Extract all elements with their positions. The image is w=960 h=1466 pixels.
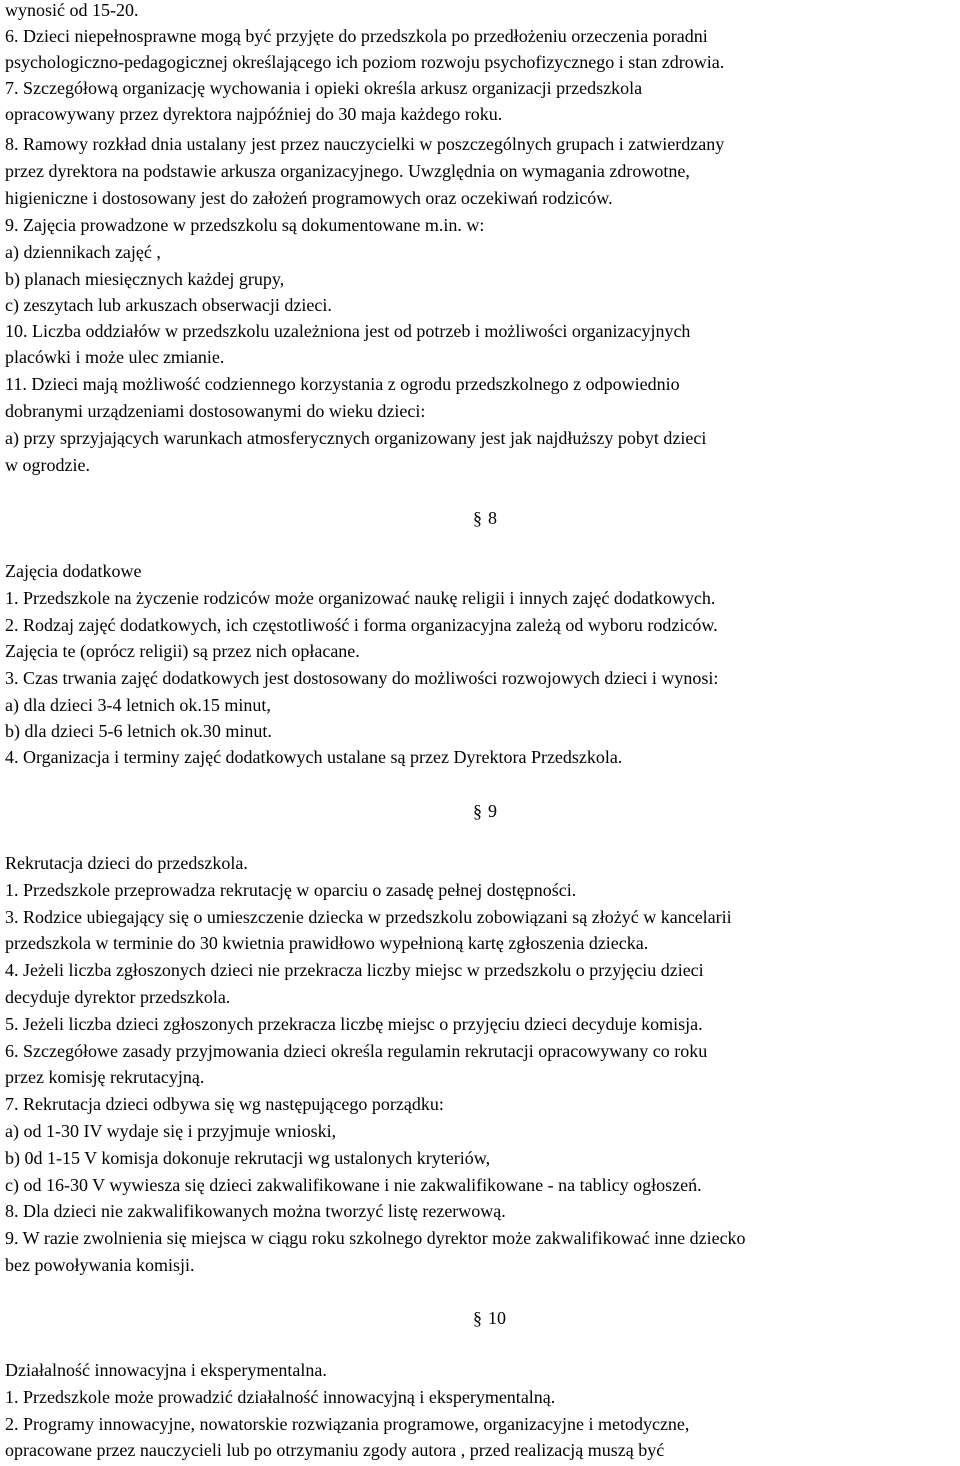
- text-line: Zajęcia te (oprócz religii) są przez nich opłacane.: [5, 641, 360, 661]
- text-line: b) planach miesięcznych każdej grupy,: [5, 269, 285, 289]
- text-line: 7. Szczegółową organizację wychowania i opieki określa arkusz organizacji przedszkola: [5, 78, 643, 98]
- text-line: przez dyrektora na podstawie arkusza organizacyjnego. Uwzględnia on wymagania zdrowotne,: [5, 161, 690, 181]
- text-line: higieniczne i dostosowany jest do założeń programowych oraz oczekiwań rodziców.: [5, 188, 613, 208]
- text-line: b) dla dzieci 5-6 letnich ok.30 minut.: [5, 721, 272, 741]
- text-line: bez powoływania komisji.: [5, 1255, 195, 1275]
- text-line: a) przy sprzyjających warunkach atmosferycznych organizowany jest jak najdłuższy pobyt dzieci: [5, 428, 707, 448]
- text-line: a) dziennikach zajęć ,: [5, 242, 161, 262]
- section-heading-9: [473, 798, 497, 824]
- section-heading-10: [473, 1305, 506, 1331]
- text-line: 1. Przedszkole na życzenie rodziców może organizować naukę religii i innych zajęć dodatkowych.: [5, 588, 716, 608]
- text-line: 4. Organizacja i terminy zajęć dodatkowych ustalane są przez Dyrektora Przedszkola.: [5, 747, 623, 767]
- section-symbol: §: [473, 1308, 482, 1328]
- text-line: opracowane przez nauczycieli lub po otrzymaniu zgody autora , przed realizacją muszą być: [5, 1440, 665, 1460]
- text-line: przedszkola w terminie do 30 kwietnia prawidłowo wypełnioną kartę zgłoszenia dziecka.: [5, 933, 649, 953]
- text-line: wynosić od 15-20.: [5, 0, 139, 20]
- text-line: 1. Przedszkole może prowadzić działalność innowacyjną i eksperymentalną.: [5, 1387, 556, 1407]
- text-line: 6. Dzieci niepełnosprawne mogą być przyjęte do przedszkola po przedłożeniu orzeczenia poradni: [5, 26, 708, 46]
- text-line: 7. Rekrutacja dzieci odbywa się wg następującego porządku:: [5, 1094, 444, 1114]
- text-line: b) 0d 1-15 V komisja dokonuje rekrutacji wg ustalonych kryteriów,: [5, 1148, 491, 1168]
- text-line: decyduje dyrektor przedszkola.: [5, 987, 231, 1007]
- section-heading-8: [473, 505, 497, 531]
- section-title: Rekrutacja dzieci do przedszkola.: [5, 853, 248, 873]
- text-line: psychologiczno-pedagogicznej określającego ich poziom rozwoju psychofizycznego i stan zdrowia.: [5, 52, 725, 72]
- text-line: 8. Ramowy rozkład dnia ustalany jest przez nauczycielki w poszczególnych grupach i zatwierdzany: [5, 134, 725, 154]
- text-line: c) od 16-30 V wywiesza się dzieci zakwalifikowane i nie zakwalifikowane - na tablicy ogłoszeń.: [5, 1175, 702, 1195]
- section-symbol: §: [473, 508, 482, 528]
- text-line: przez komisję rekrutacyjną.: [5, 1067, 205, 1087]
- text-line: 11. Dzieci mają możliwość codziennego korzystania z ogrodu przedszkolnego z odpowiednio: [5, 374, 680, 394]
- text-line: placówki i może ulec zmianie.: [5, 347, 225, 367]
- text-line: 3. Rodzice ubiegający się o umieszczenie dziecka w przedszkolu zobowiązani są złożyć w kancelarii: [5, 907, 732, 927]
- text-line: 4. Jeżeli liczba zgłoszonych dzieci nie przekracza liczby miejsc w przedszkolu o przyjęciu dzieci: [5, 960, 704, 980]
- text-line: 2. Programy innowacyjne, nowatorskie rozwiązania programowe, organizacyjne i metodyczne,: [5, 1414, 690, 1434]
- text-line: 5. Jeżeli liczba dzieci zgłoszonych przekracza liczbę miejsc o przyjęciu dzieci decyduje komisja.: [5, 1014, 703, 1034]
- section-title: Działalność innowacyjna i eksperymentalna.: [5, 1360, 327, 1380]
- text-line: w ogrodzie.: [5, 455, 90, 475]
- text-line: 9. W razie zwolnienia się miejsca w ciągu roku szkolnego dyrektor może zakwalifikować inne dziecko: [5, 1228, 746, 1248]
- text-line: 1. Przedszkole przeprowadza rekrutację w oparciu o zasadę pełnej dostępności.: [5, 880, 577, 900]
- text-line: 2. Rodzaj zajęć dodatkowych, ich częstotliwość i forma organizacyjna zależą od wyboru rodziców.: [5, 615, 718, 635]
- section-symbol: §: [473, 801, 482, 821]
- text-line: opracowywany przez dyrektora najpóźniej do 30 maja każdego roku.: [5, 104, 503, 124]
- text-line: c) zeszytach lub arkuszach obserwacji dzieci.: [5, 295, 332, 315]
- text-line: 3. Czas trwania zajęć dodatkowych jest dostosowany do możliwości rozwojowych dzieci i wynosi:: [5, 668, 719, 688]
- section-number: 10: [488, 1308, 506, 1328]
- section-number: 9: [488, 801, 497, 821]
- text-line: dobranymi urządzeniami dostosowanymi do wieku dzieci:: [5, 401, 426, 421]
- text-line: a) dla dzieci 3-4 letnich ok.15 minut,: [5, 695, 271, 715]
- section-number: 8: [488, 508, 497, 528]
- text-line: 9. Zajęcia prowadzone w przedszkolu są dokumentowane m.in. w:: [5, 215, 485, 235]
- text-line: 8. Dla dzieci nie zakwalifikowanych można tworzyć listę rezerwową.: [5, 1201, 506, 1221]
- text-line: 6. Szczegółowe zasady przyjmowania dzieci określa regulamin rekrutacji opracowywany co roku: [5, 1041, 708, 1061]
- section-title: Zajęcia dodatkowe: [5, 561, 142, 581]
- text-line: a) od 1-30 IV wydaje się i przyjmuje wnioski,: [5, 1121, 337, 1141]
- text-line: 10. Liczba oddziałów w przedszkolu uzależniona jest od potrzeb i możliwości organizacyjnych: [5, 321, 691, 341]
